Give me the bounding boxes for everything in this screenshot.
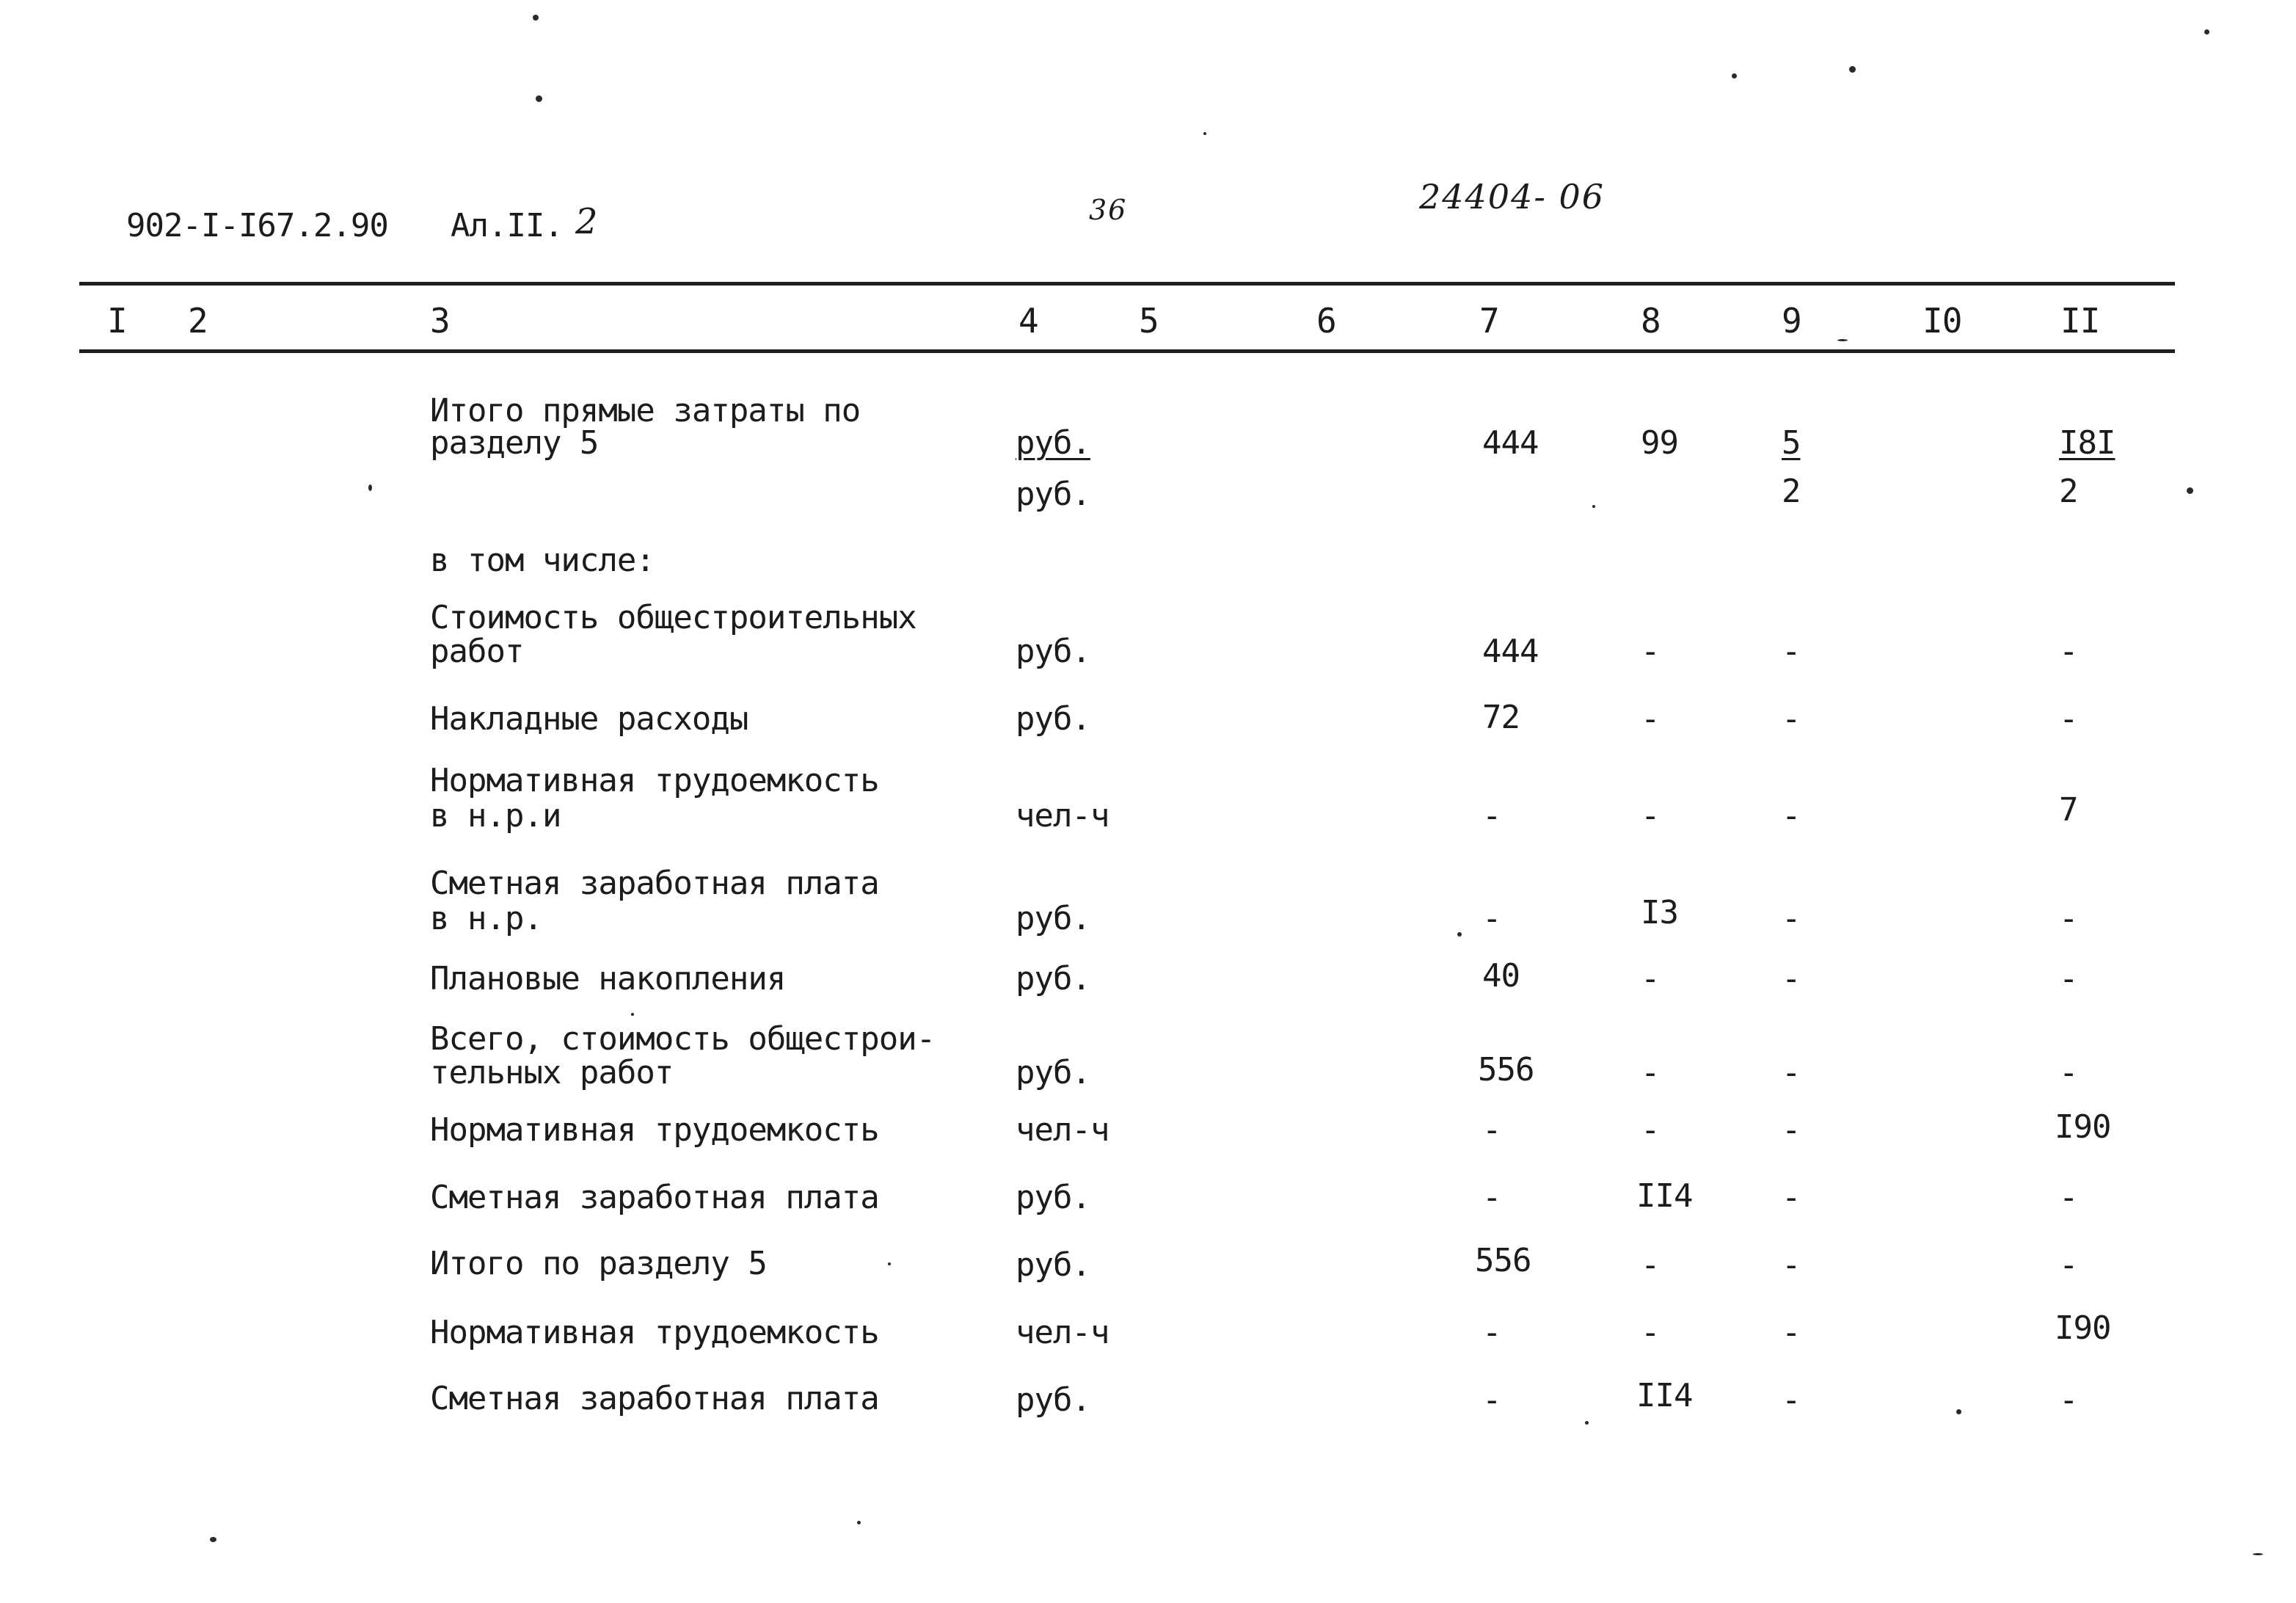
row-col7: 556 — [1475, 1242, 1531, 1279]
row-label-line: Накладные расходы — [430, 700, 748, 738]
row-label-line: работ — [430, 633, 524, 670]
row-col7: - — [1482, 797, 1501, 835]
row-col7: - — [1482, 1179, 1501, 1216]
row-unit: чел-ч — [1016, 1314, 1109, 1351]
row-label-line: Нормативная трудоемкость — [430, 762, 879, 799]
row-col7: - — [1482, 900, 1501, 937]
col-header-10: I0 — [1923, 301, 1962, 341]
row-col9: - — [1782, 1314, 1801, 1351]
row-label-line: Сметная заработная плата — [430, 865, 879, 902]
row-col7: 556 — [1478, 1051, 1534, 1088]
row-unit: руб. — [1016, 960, 1090, 997]
row-unit: руб. — [1016, 1179, 1090, 1216]
row-col11: 2 — [2059, 473, 2078, 510]
row-col9: - — [1782, 1054, 1801, 1091]
col-header-7: 7 — [1479, 301, 1499, 341]
col-header-2: 2 — [188, 301, 208, 341]
row-col11: I8I — [2059, 424, 2115, 462]
row-col7: - — [1482, 1111, 1501, 1149]
row-unit: руб. — [1016, 1246, 1090, 1284]
row-label-line: Сметная заработная плата — [430, 1179, 879, 1216]
col-header-1: I — [107, 301, 127, 341]
row-label-line: Сметная заработная плата — [430, 1380, 879, 1417]
page-number-handwritten: 36 — [1089, 194, 1128, 226]
row-unit: руб. — [1016, 633, 1090, 670]
col-header-6: 6 — [1316, 301, 1336, 341]
row-col9: - — [1782, 1111, 1801, 1149]
row-col7: 444 — [1482, 633, 1539, 670]
row-col8: I3 — [1641, 894, 1678, 931]
row-unit: чел-ч — [1016, 797, 1109, 835]
row-col11: - — [2059, 900, 2078, 937]
sheet-number-handwritten: 2 — [575, 201, 599, 242]
row-col8: II4 — [1636, 1177, 1693, 1215]
row-unit: руб. — [1016, 1054, 1090, 1091]
row-col11: - — [2059, 960, 2078, 997]
row-col7: - — [1482, 1381, 1501, 1419]
col-header-5: 5 — [1139, 301, 1159, 341]
row-col11: I90 — [2055, 1108, 2111, 1146]
row-unit: руб. — [1016, 900, 1090, 937]
row-col9: - — [1782, 1246, 1801, 1284]
col-header-3: 3 — [430, 301, 450, 341]
row-label-line: Итого прямые затраты по — [430, 392, 861, 429]
row-label-line: разделу 5 — [430, 424, 599, 462]
sheet-prefix: Ал.II. — [451, 207, 563, 244]
row-unit: руб. — [1016, 700, 1090, 738]
row-label-line: Стоимость общестроительных — [430, 599, 916, 636]
document-code: 902-I-I67.2.90 — [126, 207, 388, 244]
row-col9: 5 — [1782, 424, 1801, 462]
row-col11: - — [2059, 633, 2078, 670]
row-col9: - — [1782, 960, 1801, 997]
col-header-8: 8 — [1641, 301, 1661, 341]
row-col8: II4 — [1636, 1377, 1693, 1414]
row-col8: - — [1641, 1314, 1660, 1351]
table-header-rule — [79, 349, 2175, 353]
row-col8: - — [1641, 633, 1660, 670]
row-label-line: Плановые накопления — [430, 960, 786, 997]
row-col11: 7 — [2059, 791, 2078, 829]
row-col9: - — [1782, 700, 1801, 738]
row-col7: - — [1482, 1314, 1501, 1351]
row-col8: - — [1641, 1111, 1660, 1149]
row-col8: - — [1641, 700, 1660, 738]
row-col8: - — [1641, 1054, 1660, 1091]
row-label-line: в том числе: — [430, 542, 655, 579]
row-col11: - — [2059, 1179, 2078, 1216]
row-col11: - — [2059, 1054, 2078, 1091]
table-top-rule — [79, 282, 2175, 286]
row-label-line: в н.р. — [430, 900, 542, 937]
col-header-4: 4 — [1018, 301, 1038, 341]
row-col9: - — [1782, 797, 1801, 835]
row-unit: руб. — [1016, 1381, 1090, 1419]
row-col9: - — [1782, 633, 1801, 670]
row-unit: руб. — [1016, 424, 1090, 462]
row-col7: 444 — [1482, 424, 1539, 462]
row-label-line: Нормативная трудоемкость — [430, 1111, 879, 1149]
row-col9: - — [1782, 900, 1801, 937]
row-col9: - — [1782, 1381, 1801, 1419]
row-col7: 72 — [1482, 699, 1520, 736]
row-label-line: Итого по разделу 5 — [430, 1245, 767, 1282]
row-col9: - — [1782, 1179, 1801, 1216]
row-label-line: Всего, стоимость общестрои- — [430, 1020, 936, 1058]
row-label-line: тельных работ — [430, 1054, 674, 1091]
row-col11: - — [2059, 1381, 2078, 1419]
row-unit: руб. — [1016, 476, 1090, 513]
col-header-11: II — [2060, 301, 2100, 341]
inventory-number-handwritten: 24404- 06 — [1419, 177, 1606, 217]
row-col7: 40 — [1482, 957, 1520, 995]
col-header-9: 9 — [1782, 301, 1801, 341]
row-col8: - — [1641, 960, 1660, 997]
row-col8: - — [1641, 797, 1660, 835]
row-col11: I90 — [2055, 1309, 2111, 1347]
row-col11: - — [2059, 700, 2078, 738]
row-unit: чел-ч — [1016, 1111, 1109, 1149]
row-label-line: в н.р.и — [430, 797, 561, 835]
row-col11: - — [2059, 1246, 2078, 1284]
row-col8: - — [1641, 1246, 1660, 1284]
row-label-line: Нормативная трудоемкость — [430, 1314, 879, 1351]
row-col9: 2 — [1782, 473, 1801, 510]
row-col8: 99 — [1641, 424, 1678, 462]
